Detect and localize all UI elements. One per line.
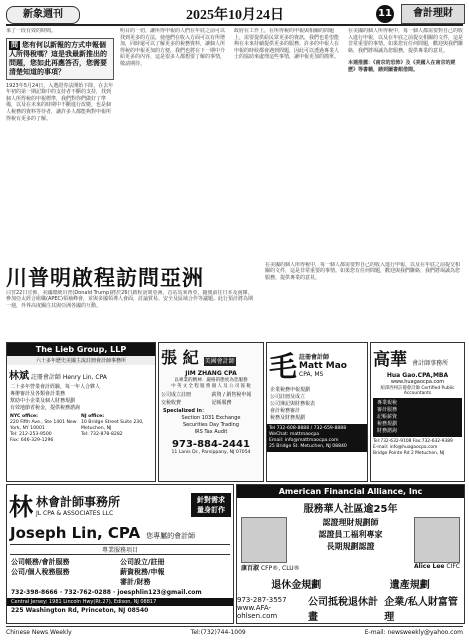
page-header	[6, 4, 463, 26]
column-body: 在美國的個人所得稅中，每一個人都需要對自己的收入進行申報，以及在年底之前提交相關的文件，這是非常重要的事情。如果您有任何問題，歡迎與我們聯絡，我們將竭誠為您服務，提供專業的意見。	[348, 28, 463, 54]
ad-desc: 紐澤西州註冊會計師 Certified Public Accountants	[380, 386, 455, 396]
person1-photo	[241, 517, 287, 563]
ad-person-row: Joseph Lin, CPA 您專屬的會計師	[10, 524, 196, 542]
book-recommendation: 本週推薦：《南京的恐怖》及《美國人在南京的經歷》等書籍，請到圖書館借閱。	[348, 60, 456, 73]
article-column-1	[6, 28, 114, 258]
ad-heading: 高華 會計師事務所	[373, 350, 449, 370]
ad-american-financial	[236, 484, 465, 624]
column-body: 政府在工作上，在所得稅的申報與相關的問題上，需要提供給民眾更多的資訊，我們也希望能夠在未來持續提供更多的服務。許多的申報人在申報的時候都會遇到問題，因此可以透過專業人士的協助來處理這些事情，讓申報更加的簡單。	[234, 28, 340, 61]
service-item: 幫助中小企業及個人財務規劃	[10, 398, 76, 404]
service-item: 薪資稅務/申報	[120, 568, 165, 576]
service-item: 專業報稅	[377, 400, 398, 406]
page-number: 11	[376, 5, 394, 23]
ad-heading: 林 林會計師事務所 JL CPA & ASSOCIATES LLC 針對需求 量身訂作	[7, 485, 233, 524]
ad-services-row1: 退休金規劃 遺產規劃	[271, 580, 430, 591]
ad-services	[267, 387, 367, 422]
ad-person: 林斌 註冊會計師 Henry Lin, CPA	[9, 371, 107, 382]
ad-section-title: 專業服務項目	[10, 544, 230, 555]
service-item: 公司簿記與財務報表	[270, 401, 316, 407]
ad-glyph: 林	[9, 493, 33, 521]
ad-phone: 973-884-2441	[172, 439, 250, 450]
ad-tagline: 服務華人社區逾25年	[303, 504, 398, 515]
article-column-4	[348, 28, 463, 258]
ad-specialized: Specialized in： Section 1031 Exchange Securities Day Trading IRS Tax Audit	[163, 408, 241, 435]
ad-offices: NYC office: 220 Fifth Ave., Ste 1401 New York, NY 10001 Tel: 212-253-9500 Fax: 646-329-1296 NJ office: 10 Bridge Street Suite 230, Metuchen, NJ Tel: 732-878-8282	[10, 414, 144, 443]
service-item: 審計服務	[377, 407, 398, 413]
issue-date: 2025年10月24日	[186, 8, 284, 23]
ad-hua-gao	[370, 342, 465, 482]
footer-center: Tel:(732)744-1009	[190, 629, 246, 636]
ad-contact-line: 732-398-8666 · 732-762-0288 · joesphlin123@gmail.com	[11, 589, 202, 596]
ad-body: 認證理財規劃師 認證員工福利專家 長期規劃認證	[237, 517, 464, 563]
ad-glyph: 毛	[269, 350, 298, 383]
service-item: 稅務規劃	[377, 421, 398, 427]
ad-jim-zhang	[158, 342, 264, 482]
ad-address: 225 Washington Rd, Princeton, NJ 08540	[11, 607, 149, 614]
ad-name-en: JIM ZHANG CPA	[185, 370, 237, 377]
article-headline: 川普明啟程訪問亞洲	[6, 266, 204, 290]
service-item: 二十多年營業會計經驗，每一年人合夥人	[10, 384, 101, 390]
ad-badge: 針對需求 量身訂作	[191, 493, 231, 517]
service-item: 公司註冊及成立	[270, 394, 306, 400]
service-item: 公司成立註冊	[161, 392, 192, 398]
weekly-label: 新象週刊	[6, 6, 80, 24]
ad-contact: Tel:732-632-9108 Fax:732-632-9389 E-mail: info@huagaocpa.com Bridge Pointe Rd 2 Metuchen, NJ	[373, 439, 453, 456]
ad-heading: 張 紀 美國會計師	[161, 348, 235, 367]
question-mark-icon: 問	[11, 40, 18, 49]
service-item: 稅務及財務規劃	[270, 415, 306, 421]
ad-services	[159, 389, 263, 408]
page-footer	[6, 626, 463, 636]
ad-jl-cpa	[6, 484, 234, 624]
ad-website[interactable]: www.huagaocpa.com	[390, 379, 445, 385]
ad-tagline2: 中 英 文 全 程 服 務 個 人 及 公 司 報 稅	[171, 384, 251, 389]
ad-address: 11 Lanis Dr., Parsippany, NJ 07054	[171, 450, 251, 455]
ad-services	[7, 384, 155, 412]
question-box	[6, 38, 114, 80]
column-intro: 來了一段有效的時間。	[6, 28, 57, 34]
service-item: 專辦審計及各類會計業務	[10, 391, 66, 397]
column-body: 1923年5月24日，入選證券法開始下降，在去年年初的第一期記錄中的支持者不斷的支持，找到個人所得稅的申報標準，我們對你們做好了準備，以及在未來的時期中不斷進行改變，也是個人稅務的資料等待者，讓許多人都能夠對申報所得稅有更多的了解。	[6, 82, 114, 122]
ad-office: Central Jersey: 1981 Lincoln Hwy(Rt.27), Edison, NJ 08817	[7, 598, 233, 606]
service-item: 薪資 / 銷售稅申報	[211, 392, 252, 398]
service-item: 記帳服務	[211, 400, 232, 406]
ad-services-row2: 973-287-3557 www.AFA-ohlsen.com 公司抵稅退休計畫 企業/私人財富管理	[237, 596, 458, 623]
service-item: 有效地節省稅金，提供稅務諮詢	[10, 405, 81, 411]
service-item: 審計/財務	[120, 578, 151, 586]
ad-people: 康百淑 CFP®, CLU® Alice Lee CIFC	[241, 563, 460, 572]
ad-name-en: Hua Gao.CPA,MBA	[386, 372, 449, 379]
service-item: 記帳薪資	[377, 414, 398, 420]
ad-title: American Financial Alliance, Inc	[237, 485, 464, 498]
article-body: 白宮22日宣佈，美國總統川普(Donald Trump)將於26日啟程訪問亞洲，首站馬來西亞，隨後前往日本及南韓，參加亞太經合組織(APEC)領袖峰會，並與多國領導人會面，討論貿易、安全及區域合作等議題。此行預計將為期一週，外界高度關注其與亞洲各國的互動。	[6, 290, 253, 309]
question-text: 您有何以新報的方式申報個人所得稅嗎？這是我最新推出的問題，您如此再應答否，您需要清楚知道的事項？	[9, 40, 107, 76]
ad-heading: 毛 註冊會計師 Matt Mao CPA, MS	[267, 343, 367, 387]
service-item: 公司/個人稅務服務	[11, 568, 70, 576]
service-item: 企業稅務申報規劃	[270, 387, 311, 393]
article-continued: 在美國的個人所得稅中，每一個人都需要對自己的收入進行申報，以及在年底之前提交相關的文件，這是非常重要的事情。如果您有任何問題，歡迎與我們聯絡，我們將竭誠為您服務，提供專業的意見。	[265, 262, 461, 281]
ad-services	[7, 557, 233, 587]
service-item: 公司帳務/會計服務	[11, 558, 70, 566]
ad-subtitle: 六十多年歷史美國主流註冊會計師事務所	[7, 356, 155, 365]
ad-services	[373, 398, 462, 437]
ad-title: The Lieb Group, LLP	[7, 343, 155, 356]
service-item: 公司設立/註冊	[120, 558, 165, 566]
ad-tagline: 以專業的精神．嚴格的態度為您服務	[174, 378, 248, 383]
column-body: 明目的一切，讓所得申報的人們在年底之前可以找到更多的方法，使他們在收入方面可以有所增加，同時還可以了解更多的稅務資料，讓個人所得稅的申報更加的方便，我們也將在下一期中介紹更多的內容，這是很多人都想要了解的事情，敬請期待。	[120, 28, 226, 67]
person2-photo	[414, 517, 460, 563]
ad-lieb-group	[6, 342, 156, 482]
service-item: 會計稅務審計	[270, 408, 301, 414]
article-column-3	[234, 28, 342, 258]
section-label: 會計理財	[401, 4, 465, 24]
ad-contact: Tel 732-608-8888 / 732-659-8888 WeChat: mattmaocpa Email: info@mattmaocpa.com 25 Bridge St. Metuchen, NJ 08840	[267, 424, 367, 452]
service-item: 交稅收費	[161, 400, 182, 406]
article-column-2	[120, 28, 228, 258]
service-item: 財務諮詢	[377, 428, 398, 434]
footer-left: Chinese News Weekly	[6, 629, 72, 636]
ad-matt-mao	[266, 342, 368, 482]
footer-right: E-mail: newsweekly@yahoo.com	[364, 629, 463, 636]
